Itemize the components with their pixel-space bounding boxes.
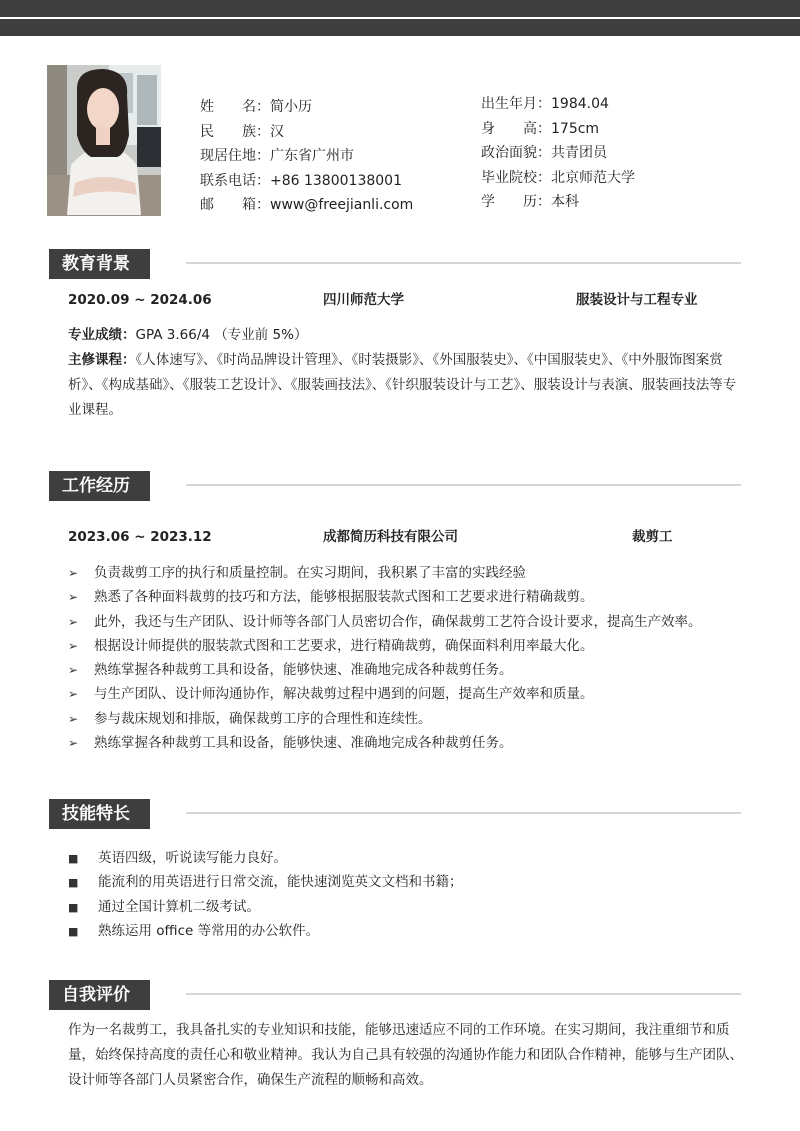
arrow-bullet-icon: ➢ [68, 711, 79, 726]
profile-value: www@freejianli.com [270, 197, 414, 213]
section-rule [186, 812, 741, 814]
colon: ： [256, 99, 270, 115]
profile-value: +86 13800138001 [270, 172, 402, 189]
profile-label: 民族 [200, 123, 256, 140]
profile-label: 邮箱 [200, 197, 256, 213]
duty-text: 负责裁剪工序的执行和质量控制。在实习期间，我积累了丰富的实践经验 [94, 565, 526, 581]
colon: ： [537, 120, 551, 137]
self-evaluation-text: 作为一名裁剪工，我具备扎实的专业知识和技能，能够迅速适应不同的工作环境。在实习期间，我注重细节和质量，始终保持高度的责任心和敬业精神。我认为自己具有较强的沟通协作能力和团队合作精神，能够与生产团队、设计师等各部门人员紧密合作，确保生产流程的顺畅和高效。 [68, 1022, 743, 1088]
profile-value: 北京师范大学 [551, 169, 635, 186]
work-duties-list [68, 561, 748, 755]
list-item [68, 682, 748, 706]
education-courses [68, 348, 743, 423]
profile-row-degree [481, 190, 635, 215]
profile-info-left [200, 95, 413, 218]
colon: ： [256, 197, 270, 213]
colon: ： [537, 96, 551, 112]
square-bullet-icon: ■ [68, 876, 79, 890]
duty-text: 熟悉了各种面料裁剪的技巧和方法，能够根据服装款式图和工艺要求进行精确裁剪。 [94, 589, 594, 606]
skill-text: 熟练运用 office 等常用的办公软件。 [98, 922, 320, 939]
grade-value: GPA 3.66/4 （专业前 5%） [135, 327, 308, 343]
education-entry [68, 289, 728, 311]
skill-text: 能流利的用英语进行日常交流，能快速浏览英文文档和书籍； [98, 874, 463, 891]
work-entry [68, 526, 728, 548]
section-title-work: 工作经历 [49, 471, 150, 501]
duty-text: 参与裁床规划和排版，确保裁剪工序的合理性和连续性。 [94, 710, 432, 727]
profile-label: 联系电话 [200, 172, 256, 189]
duty-text: 根据设计师提供的服装款式图和工艺要求，进行精确裁剪，确保面料利用率最大化。 [94, 637, 594, 654]
profile-value: 175cm [551, 120, 600, 137]
colon: ： [537, 145, 551, 161]
skills-list [68, 846, 748, 943]
square-bullet-icon: ■ [68, 924, 79, 938]
list-item [68, 870, 748, 894]
arrow-bullet-icon: ➢ [68, 614, 79, 629]
duty-text: 此外，我还与生产团队、设计师等各部门人员密切合作，确保裁剪工艺符合设计要求，提高生产效率。 [94, 613, 702, 630]
profile-row-school [481, 166, 635, 191]
profile-row-ethnicity [200, 120, 413, 145]
colon: ： [256, 172, 270, 189]
education-period: 2020.09 ~ 2024.06 [68, 292, 212, 308]
list-item [68, 610, 748, 634]
list-item [68, 585, 748, 609]
profile-label: 身高 [481, 120, 537, 137]
profile-label: 学历 [481, 194, 537, 210]
profile-row-birth [481, 92, 635, 117]
list-item [68, 895, 748, 919]
duty-text: 与生产团队、设计师沟通协作，解决裁剪过程中遇到的问题，提高生产效率和质量。 [94, 686, 594, 703]
education-major: 服装设计与工程专业 [576, 292, 698, 308]
profile-photo [47, 65, 161, 216]
arrow-bullet-icon: ➢ [68, 638, 79, 653]
profile-label: 毕业院校 [481, 169, 537, 186]
colon: ： [256, 148, 270, 164]
arrow-bullet-icon: ➢ [68, 687, 79, 702]
arrow-bullet-icon: ➢ [68, 590, 79, 605]
profile-row-phone [200, 169, 413, 194]
section-rule [186, 262, 741, 264]
section-title-skills: 技能特长 [49, 799, 150, 829]
top-banner-line [0, 17, 800, 19]
profile-label: 政治面貌 [481, 145, 537, 161]
profile-value: 汉 [270, 123, 284, 140]
arrow-bullet-icon: ➢ [68, 663, 79, 678]
profile-info-right [481, 92, 635, 215]
profile-label: 姓名 [200, 99, 256, 115]
profile-row-email [200, 193, 413, 218]
section-title-self-evaluation: 自我评价 [49, 980, 150, 1010]
duty-text: 熟练掌握各种裁剪工具和设备，能够快速、准确地完成各种裁剪任务。 [94, 735, 513, 752]
list-item [68, 919, 748, 943]
work-period: 2023.06 ~ 2023.12 [68, 529, 212, 545]
square-bullet-icon: ■ [68, 852, 79, 865]
profile-value: 广东省广州市 [270, 148, 354, 164]
section-title-education: 教育背景 [49, 249, 150, 279]
profile-value: 简小历 [270, 99, 312, 115]
courses-value: 《人体速写》、《时尚品牌设计管理》、《时装摄影》、《外国服装史》、《中国服装史》、《中外服饰图案赏析》、《构成基础》、《服装工艺设计》、《服装画技法》、《针织服装设计与工艺》、服装设计与表演、服装画技法等专业课程。 [68, 352, 737, 418]
colon: ： [537, 169, 551, 186]
education-school: 四川师范大学 [323, 292, 404, 308]
list-item [68, 634, 748, 658]
colon: ： [537, 194, 551, 210]
profile-row-height [481, 117, 635, 142]
section-rule [186, 484, 741, 486]
list-item [68, 561, 748, 585]
list-item [68, 658, 748, 682]
profile-label: 出生年月 [481, 96, 537, 112]
courses-label: 主修课程： [68, 352, 136, 368]
top-banner [0, 0, 800, 36]
work-company: 成都简历科技有限公司 [323, 529, 458, 545]
arrow-bullet-icon: ➢ [68, 736, 79, 751]
profile-value: 本科 [551, 194, 579, 210]
skill-text: 英语四级，听说读写能力良好。 [98, 850, 287, 866]
duty-text: 熟练掌握各种裁剪工具和设备，能够快速、准确地完成各种裁剪任务。 [94, 662, 513, 679]
list-item [68, 707, 748, 731]
profile-value: 共青团员 [551, 145, 607, 161]
profile-value: 1984.04 [551, 96, 609, 112]
colon: ： [256, 123, 270, 140]
arrow-bullet-icon: ➢ [68, 566, 79, 580]
list-item [68, 731, 748, 755]
square-bullet-icon: ■ [68, 900, 79, 914]
profile-label: 现居住地 [200, 148, 256, 164]
work-role: 裁剪工 [632, 529, 673, 545]
list-item [68, 846, 748, 870]
grade-label: 专业成绩： [68, 327, 136, 343]
profile-row-name [200, 95, 413, 120]
profile-row-politics [481, 141, 635, 166]
profile-row-residence [200, 144, 413, 169]
skill-text: 通过全国计算机二级考试。 [98, 898, 260, 915]
education-grade [68, 323, 743, 348]
section-rule [186, 993, 741, 995]
